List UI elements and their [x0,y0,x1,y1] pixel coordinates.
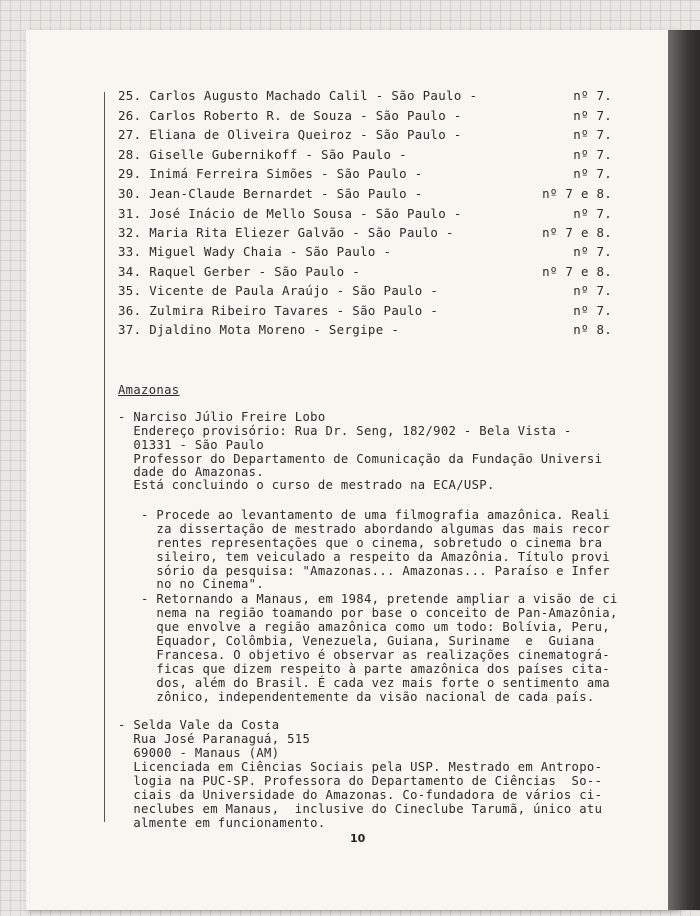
list-item: 26. Carlos Roberto R. de Souza - São Paulo - [118,108,462,123]
list-item: 34. Raquel Gerber - São Paulo - [118,264,361,279]
list-item: 37. Djaldino Mota Moreno - Sergipe - [118,322,400,337]
list-item-ref: nº 7. [573,303,612,318]
body-line: 69000 - Manaus (AM) [118,746,280,760]
body-line: ciais da Universidade do Amazonas. Co-fundadora de vários ci- [118,788,603,802]
body-line: que envolve a região amazônica como um todo: Bolívia, Peru, [118,620,610,634]
body-line: - Retornando a Manaus, em 1984, pretende ampliar a visão de ci [118,592,618,606]
list-item: 31. José Inácio de Mello Sousa - São Paulo - [118,206,462,221]
body-line: zônico, independentemente da visão nacional de cada país. [118,690,595,704]
body-line: logia na PUC-SP. Professora do Departamento de Ciências So-- [118,774,603,788]
body-line: za dissertação de mestrado abordando algumas das mais recor [118,522,610,536]
list-item-ref: nº 7. [573,127,612,142]
list-item-ref: nº 7. [573,108,612,123]
body-line: dos, além do Brasil. É cada vez mais forte o sentimento ama [118,676,610,690]
body-line: - Selda Vale da Costa [118,718,280,732]
body-line: Francesa. O objetivo é observar as realizações cinematográ- [118,648,610,662]
list-item-ref: nº 7. [573,88,612,103]
body-line: - Procede ao levantamento de uma filmografia amazônica. Reali [118,508,610,522]
body-line: Endereço provisório: Rua Dr. Seng, 182/902 - Bela Vista - [118,424,572,438]
list-item-ref: nº 7 e 8. [542,264,612,279]
list-item-ref: nº 7. [573,206,612,221]
body-line: ficas que dizem respeito à parte amazônica dos países cita- [118,662,610,676]
body-line: - Narciso Júlio Freire Lobo [118,410,326,424]
list-item: 30. Jean-Claude Bernardet - São Paulo - [118,186,423,201]
list-item: 28. Giselle Gubernikoff - São Paulo - [118,147,407,162]
body-line: Está concluindo o curso de mestrado na ECA/USP. [118,478,495,492]
page-edge-shadow [668,30,700,910]
list-item-ref: nº 7. [573,283,612,298]
body-line: sório da pesquisa: "Amazonas... Amazonas... Paraíso e Infer [118,564,610,578]
list-item-ref: nº 7. [573,166,612,181]
list-item: 32. Maria Rita Eliezer Galvão - São Paulo - [118,225,454,240]
body-line: Professor do Departamento de Comunicação da Fundação Universi [118,452,603,466]
list-item-ref: nº 7 e 8. [542,186,612,201]
body-line: neclubes em Manaus, inclusive do Cineclube Tarumã, único atu [118,802,603,816]
body-line: sileiro, tem veiculado a respeito da Amazônia. Título provi [118,550,610,564]
list-item-ref: nº 7 e 8. [542,225,612,240]
body-line: nema na região toamando por base o conceito de Pan-Amazônia, [118,606,618,620]
body-line: no no Cinema". [118,577,265,591]
list-item: 27. Eliana de Oliveira Queiroz - São Paulo - [118,127,462,142]
body-line: rentes representações que o cinema, sobretudo o cinema bra [118,536,603,550]
body-line: Equador, Colômbia, Venezuela, Guiana, Suriname e Guiana [118,634,595,648]
list-item: 29. Inimá Ferreira Simões - São Paulo - [118,166,423,181]
list-item: 35. Vicente de Paula Araújo - São Paulo - [118,283,439,298]
body-line: dade do Amazonas. [118,465,265,479]
list-item-ref: nº 7. [573,244,612,259]
list-item-ref: nº 8. [573,322,612,337]
margin-rule [104,92,105,822]
body-line: Licenciada em Ciências Sociais pela USP. Mestrado em Antropo- [118,760,603,774]
list-item-ref: nº 7. [573,147,612,162]
list-item: 33. Miguel Wady Chaia - São Paulo - [118,244,392,259]
page-number: 10 [350,832,366,845]
body-line: almente em funcionamento. [118,816,326,830]
list-item: 36. Zulmira Ribeiro Tavares - São Paulo - [118,303,439,318]
body-line: Rua José Paranaguá, 515 [118,732,311,746]
body-line: 01331 - São Paulo [118,438,265,452]
section-heading: Amazonas [118,383,180,397]
list-item: 25. Carlos Augusto Machado Calil - São Paulo - [118,88,478,103]
